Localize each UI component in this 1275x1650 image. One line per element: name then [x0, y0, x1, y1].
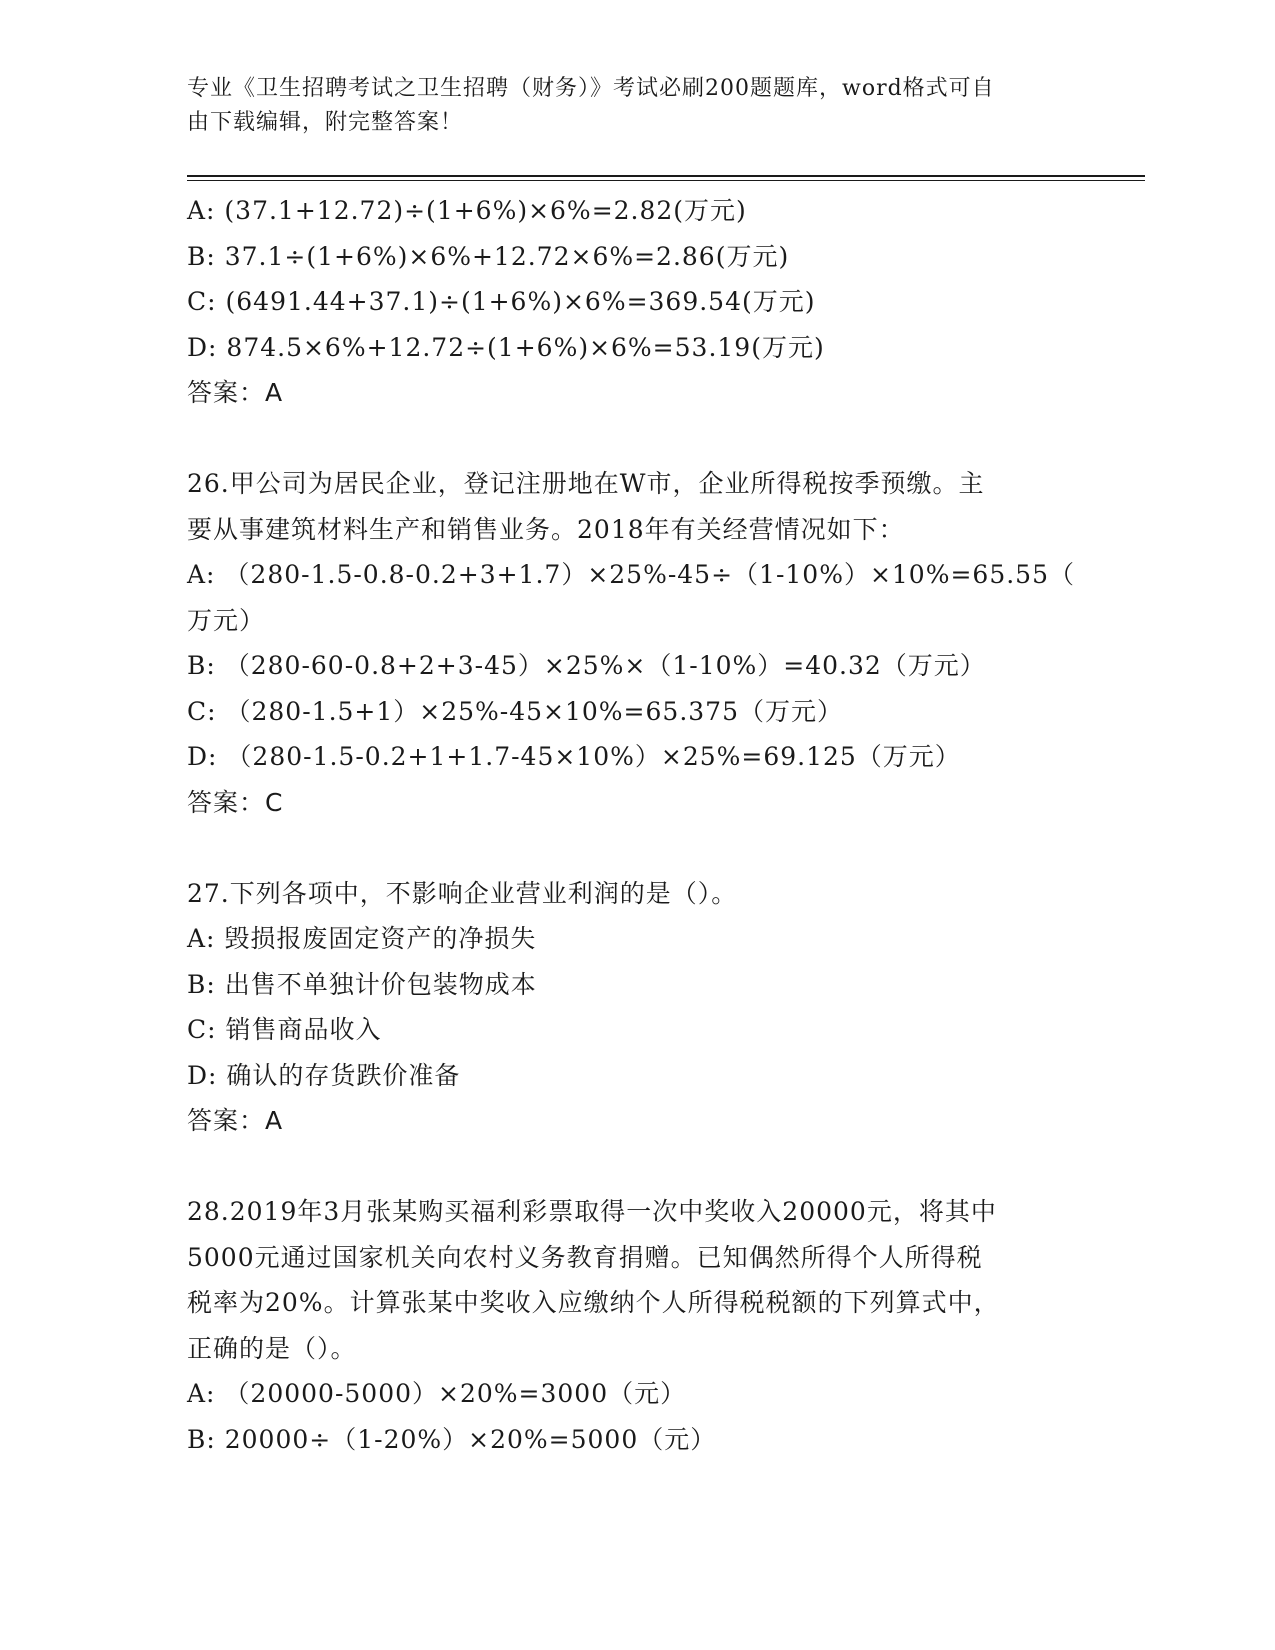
option-c: C: 销售商品收入 — [187, 1015, 382, 1044]
header-divider-thin — [187, 180, 1145, 181]
option-c: C: （280-1.5+1）×25%-45×10%=65.375（万元） — [187, 696, 843, 726]
header-divider-thick — [187, 175, 1145, 177]
spacer — [187, 1144, 1087, 1190]
answer: 答案：A — [187, 378, 284, 407]
answer: 答案：A — [187, 1106, 284, 1135]
spacer — [187, 825, 1087, 871]
question-stem: 28.2019年3月张某购买福利彩票取得一次中奖收入20000元，将其中 — [187, 1197, 997, 1226]
option-b: B: 20000÷（1-20%）×20%=5000（元） — [187, 1424, 717, 1454]
question-stem: 5000元通过国家机关向农村义务教育捐赠。已知偶然所得个人所得税 — [187, 1242, 983, 1272]
option-b: B: （280-60-0.8+2+3-45）×25%×（1-10%）=40.32（万元） — [187, 651, 986, 680]
question-stem: 26.甲公司为居民企业，登记注册地在W市，企业所得税按季预缴。主 — [187, 469, 985, 498]
option-a: A: (37.1+12.72)÷(1+6%)×6%=2.82(万元) — [187, 196, 747, 225]
header-line-2: 由下载编辑，附完整答案！ — [187, 110, 464, 135]
question-content — [187, 188, 1087, 1462]
header-line-1: 专业《卫生招聘考试之卫生招聘（财务）》考试必刷200题题库，word格式可自 — [187, 76, 995, 101]
question-stem: 税率为20%。计算张某中奖收入应缴纳个人所得税税额的下列算式中， — [187, 1288, 1000, 1317]
option-d: D: （280-1.5-0.2+1+1.7-45×10%）×25%=69.125（万元） — [187, 742, 961, 771]
question-stem: 要从事建筑材料生产和销售业务。2018年有关经营情况如下： — [187, 514, 905, 544]
option-d: D: 874.5×6%+12.72÷(1+6%)×6%=53.19(万元) — [187, 332, 825, 362]
answer: 答案：C — [187, 787, 284, 817]
question-27 — [187, 871, 1087, 1144]
question-25 — [187, 188, 1087, 416]
option-a: A: （280-1.5-0.8-0.2+3+1.7）×25%-45÷（1-10%）×10%=65.55（ — [187, 560, 1075, 589]
question-stem: 正确的是（）。 — [187, 1333, 357, 1363]
option-a-continued: 万元） — [187, 605, 266, 635]
spacer — [187, 416, 1087, 462]
option-a: A: （20000-5000）×20%=3000（元） — [187, 1379, 687, 1408]
question-28 — [187, 1189, 1087, 1462]
option-a: A: 毁损报废固定资产的净损失 — [187, 924, 537, 953]
option-d: D: 确认的存货跌价准备 — [187, 1060, 461, 1090]
option-c: C: (6491.44+37.1)÷(1+6%)×6%=369.54(万元) — [187, 287, 816, 316]
question-26 — [187, 461, 1087, 825]
option-b: B: 37.1÷(1+6%)×6%+12.72×6%=2.86(万元) — [187, 241, 790, 271]
option-b: B: 出售不单独计价包装物成本 — [187, 969, 537, 999]
question-stem: 27.下列各项中，不影响企业营业利润的是（）。 — [187, 878, 738, 908]
page-header — [187, 72, 1087, 140]
